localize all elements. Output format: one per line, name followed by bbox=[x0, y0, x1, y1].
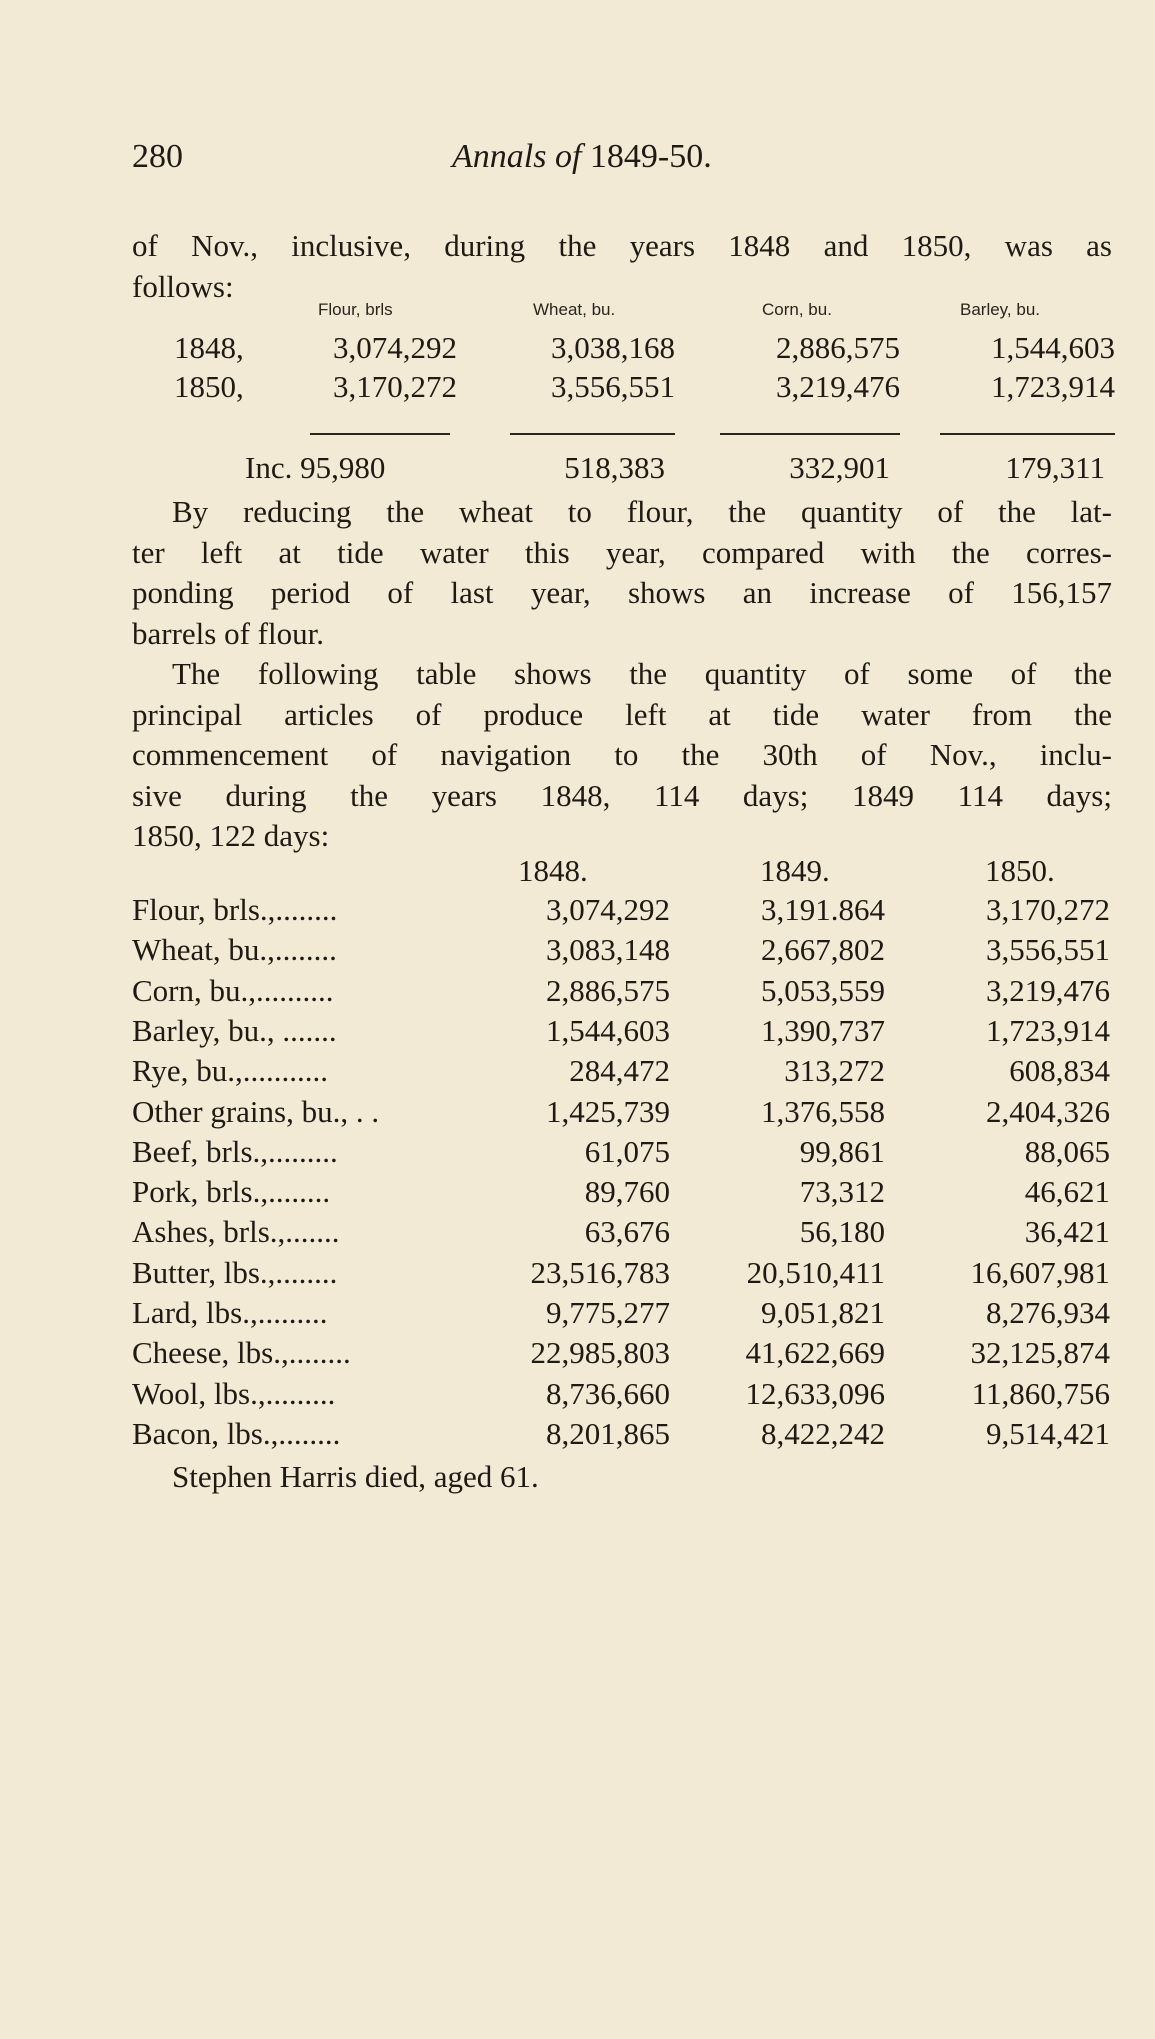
t1-cell: 3,556,551 bbox=[551, 369, 675, 404]
table-cell: 2,886,575 bbox=[546, 973, 670, 1008]
sum-rule bbox=[310, 433, 450, 435]
t1-col-wheat: Wheat, bu. bbox=[533, 300, 616, 319]
table-cell: 2,667,802 bbox=[761, 932, 885, 967]
sum-rule bbox=[510, 433, 675, 435]
table-cell: 1,376,558 bbox=[761, 1094, 885, 1129]
sum-rule bbox=[940, 433, 1115, 435]
table-cell: 3,074,292 bbox=[546, 892, 670, 927]
t1-year: 1850, bbox=[174, 369, 244, 404]
table-row-label: Cheese, lbs.,........ bbox=[132, 1335, 351, 1370]
table-row-label: Flour, brls.,........ bbox=[132, 892, 338, 927]
t1-cell: 3,219,476 bbox=[776, 369, 900, 404]
t1-cell: 3,170,272 bbox=[333, 369, 457, 404]
table-cell: 23,516,783 bbox=[530, 1255, 670, 1290]
t1-cell: 3,074,292 bbox=[333, 330, 457, 365]
p1-line: By reducing the wheat to flour, the quantity of the lat- bbox=[172, 494, 1112, 529]
table-cell: 1,723,914 bbox=[986, 1013, 1110, 1048]
table-cell: 22,985,803 bbox=[530, 1335, 670, 1370]
table-cell: 9,775,277 bbox=[546, 1295, 670, 1330]
t1-cell: 1,544,603 bbox=[991, 330, 1115, 365]
intro-line-1: of Nov., inclusive, during the years 1848 and 1850, was as bbox=[132, 228, 1112, 263]
table-cell: 16,607,981 bbox=[970, 1255, 1110, 1290]
table-row-label: Corn, bu.,.......... bbox=[132, 973, 334, 1008]
sum-rule bbox=[720, 433, 900, 435]
p1-line: ponding period of last year, shows an increase of 156,157 bbox=[132, 575, 1112, 610]
p2-line: 1850, 122 days: bbox=[132, 818, 330, 853]
closing-line: Stephen Harris died, aged 61. bbox=[172, 1459, 539, 1494]
table-row-label: Other grains, bu., . . bbox=[132, 1094, 380, 1129]
p1-line: barrels of flour. bbox=[132, 615, 324, 651]
t1-col-flour: Flour, brls bbox=[318, 300, 393, 319]
t2-year-1848: 1848. bbox=[518, 853, 588, 888]
table-cell: 63,676 bbox=[584, 1214, 670, 1249]
table-cell: 1,544,603 bbox=[546, 1013, 670, 1048]
table-row-label: Barley, bu., ....... bbox=[132, 1013, 337, 1048]
table-cell: 12,633,096 bbox=[745, 1376, 885, 1411]
table-cell: 61,075 bbox=[584, 1134, 670, 1169]
title-italic: Annals of bbox=[452, 138, 582, 175]
running-title bbox=[452, 138, 712, 176]
table-cell: 99,861 bbox=[799, 1134, 885, 1169]
table-cell: 1,390,737 bbox=[761, 1013, 885, 1048]
running-header bbox=[132, 138, 782, 188]
table-cell: 8,201,865 bbox=[546, 1416, 670, 1451]
t2-year-1850: 1850. bbox=[985, 853, 1055, 888]
t1-cell: 2,886,575 bbox=[776, 330, 900, 365]
t1-inc-cell: 518,383 bbox=[564, 450, 665, 485]
table-row-label: Bacon, lbs.,........ bbox=[132, 1416, 341, 1451]
table-row-label: Pork, brls.,........ bbox=[132, 1174, 331, 1209]
p1-line: ter left at tide water this year, compared with the corres- bbox=[132, 534, 1112, 570]
p2-line: commencement of navigation to the 30th of Nov., inclu- bbox=[132, 737, 1112, 772]
p2-line: The following table shows the quantity of some of the bbox=[172, 656, 1112, 691]
table-cell: 9,051,821 bbox=[761, 1295, 885, 1330]
table-row-label: Beef, brls.,......... bbox=[132, 1134, 338, 1169]
table-row-label: Ashes, brls.,....... bbox=[132, 1214, 340, 1249]
intro-line-2: follows: bbox=[132, 268, 234, 304]
table-cell: 8,736,660 bbox=[546, 1376, 670, 1411]
table-cell: 89,760 bbox=[584, 1174, 670, 1209]
table-cell: 3,556,551 bbox=[986, 932, 1110, 967]
table-cell: 9,514,421 bbox=[986, 1416, 1110, 1451]
page-number: 280 bbox=[132, 138, 183, 175]
table-cell: 32,125,874 bbox=[970, 1335, 1110, 1370]
table-cell: 36,421 bbox=[1024, 1214, 1110, 1249]
table-cell: 41,622,669 bbox=[745, 1335, 885, 1370]
t1-cell: 1,723,914 bbox=[991, 369, 1115, 404]
t1-inc-label: Inc. 95,980 bbox=[245, 450, 386, 485]
table-row-label: Rye, bu.,........... bbox=[132, 1053, 328, 1088]
table-cell: 8,276,934 bbox=[986, 1295, 1110, 1330]
t1-year: 1848, bbox=[174, 330, 244, 365]
table-cell: 20,510,411 bbox=[746, 1255, 885, 1290]
p2-line: principal articles of produce left at tide water from the bbox=[132, 696, 1112, 732]
p2-line: sive during the years 1848, 114 days; 1849 114 days; bbox=[132, 777, 1112, 813]
paragraph-2 bbox=[132, 654, 1112, 857]
t2-year-1849: 1849. bbox=[760, 853, 830, 888]
table-cell: 46,621 bbox=[1024, 1174, 1110, 1209]
table-cell: 608,834 bbox=[1009, 1053, 1110, 1088]
intro-text bbox=[132, 226, 1112, 307]
title-years: 1849-50. bbox=[589, 138, 712, 175]
t1-col-barley: Barley, bu. bbox=[960, 300, 1041, 319]
table-cell: 56,180 bbox=[799, 1214, 885, 1249]
table-cell: 2,404,326 bbox=[986, 1094, 1110, 1129]
table-cell: 11,860,756 bbox=[971, 1376, 1110, 1411]
table-cell: 3,170,272 bbox=[986, 892, 1110, 927]
table-cell: 284,472 bbox=[569, 1053, 670, 1088]
table-row-label: Lard, lbs.,......... bbox=[132, 1295, 328, 1330]
t1-col-corn: Corn, bu. bbox=[762, 300, 832, 319]
table-row-label: Wheat, bu.,........ bbox=[132, 932, 337, 967]
table-cell: 3,083,148 bbox=[546, 932, 670, 967]
t1-cell: 3,038,168 bbox=[551, 330, 675, 365]
table-row-label: Wool, lbs.,......... bbox=[132, 1376, 336, 1411]
table-cell: 1,425,739 bbox=[546, 1094, 670, 1129]
table-row-label: Butter, lbs.,........ bbox=[132, 1255, 338, 1290]
table-cell: 3,219,476 bbox=[986, 973, 1110, 1008]
t1-inc-cell: 179,311 bbox=[1005, 450, 1105, 485]
table-cell: 73,312 bbox=[799, 1174, 885, 1209]
table-cell: 88,065 bbox=[1024, 1134, 1110, 1169]
table-cell: 5,053,559 bbox=[761, 973, 885, 1008]
table-cell: 3,191.864 bbox=[761, 892, 885, 927]
table-cell: 313,272 bbox=[784, 1053, 885, 1088]
t1-inc-cell: 332,901 bbox=[789, 450, 890, 485]
paragraph-1 bbox=[132, 492, 1112, 654]
table-cell: 8,422,242 bbox=[761, 1416, 885, 1451]
